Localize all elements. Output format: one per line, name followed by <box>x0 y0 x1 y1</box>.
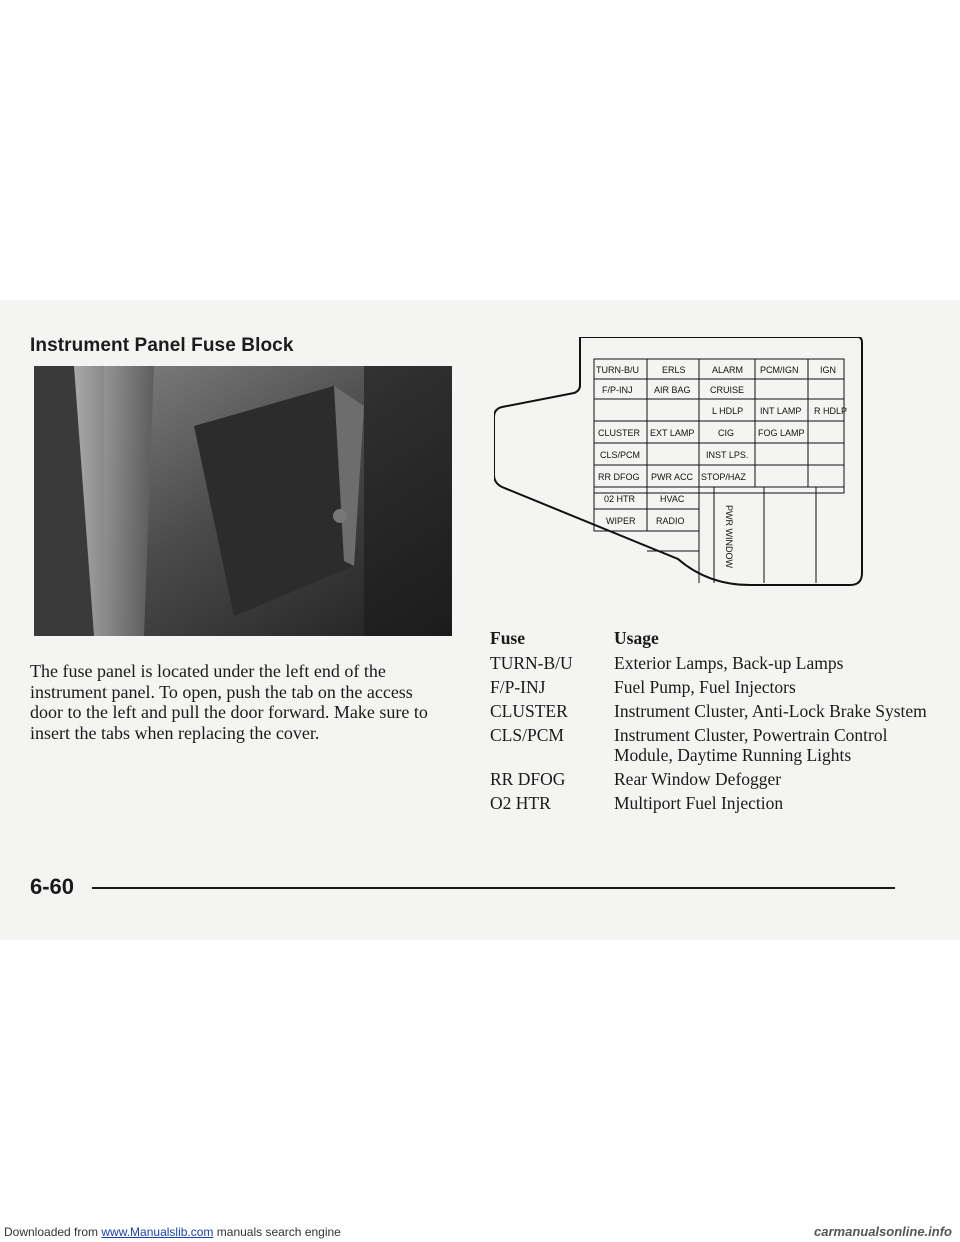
section-title: Instrument Panel Fuse Block <box>30 335 294 356</box>
manualslib-link[interactable]: www.Manualslib.com <box>101 1225 214 1239</box>
header-fuse: Fuse <box>490 628 525 648</box>
fuse-block-diagram <box>494 337 866 595</box>
download-bar <box>0 1222 960 1242</box>
download-suffix: manuals search engine <box>213 1225 341 1239</box>
fuse-panel-photo <box>34 366 452 636</box>
fuse-label-fog-lamp: FOG LAMP <box>758 428 805 438</box>
fuse-label-wiper: WIPER <box>606 516 636 526</box>
fuse-cell: O2 HTR <box>490 793 551 813</box>
table-row <box>490 653 930 677</box>
table-row <box>490 769 930 793</box>
fuse-label-ext-lamp: EXT LAMP <box>650 428 695 438</box>
fuse-label-02-htr: 02 HTR <box>604 494 636 504</box>
fuse-label-cig: CIG <box>718 428 735 438</box>
fuse-label-l-hdlp: L HDLP <box>712 406 744 416</box>
fuse-label-radio: RADIO <box>656 516 685 526</box>
fuse-label-hvac: HVAC <box>660 494 685 504</box>
usage-cell: Instrument Cluster, Anti-Lock Brake System <box>614 701 927 721</box>
fuse-label-ign: IGN <box>820 365 837 375</box>
usage-cell: Multiport Fuel Injection <box>614 793 784 813</box>
fuse-label-int-lamp: INT LAMP <box>760 406 802 416</box>
fuse-usage-table <box>490 628 930 817</box>
table-row <box>490 701 930 725</box>
usage-cell: Exterior Lamps, Back-up Lamps <box>614 653 844 673</box>
fuse-label-inst-lps: INST LPS. <box>706 450 749 460</box>
description-paragraph: The fuse panel is located under the left end of the instrument panel. To open, push the tab on the access door to the left and pull the door forward. Make sure to insert the tabs when replacing the cover. <box>30 661 428 743</box>
fuse-cell: TURN-B/U <box>490 653 573 673</box>
fuse-label-cluster: CLUSTER <box>598 428 641 438</box>
table-row <box>490 677 930 701</box>
fuse-cell: RR DFOG <box>490 769 566 789</box>
fuse-cell: CLS/PCM <box>490 725 564 745</box>
fuse-label-turn-bu: TURN-B/U <box>596 365 639 375</box>
fuse-cell: F/P-INJ <box>490 677 546 697</box>
fuse-label-rr-dfog: RR DFOG <box>598 472 640 482</box>
fuse-label-cls-pcm: CLS/PCM <box>600 450 641 460</box>
fuse-label-cruise: CRUISE <box>710 385 745 395</box>
fuse-label-fp-inj: F/P-INJ <box>602 385 633 395</box>
fuse-label-air-bag: AIR BAG <box>654 385 691 395</box>
usage-cell: Instrument Cluster, Powertrain Control Module, Daytime Running Lights <box>614 725 888 765</box>
usage-cell: Fuel Pump, Fuel Injectors <box>614 677 796 697</box>
fuse-label-r-hdlp: R HDLP <box>814 406 848 416</box>
fuse-cell: CLUSTER <box>490 701 568 721</box>
fuse-label-erls: ERLS <box>662 365 686 375</box>
header-usage: Usage <box>614 628 659 648</box>
fuse-label-alarm: ALARM <box>712 365 744 375</box>
table-row <box>490 725 930 769</box>
page-number: 6-60 <box>30 874 75 899</box>
fuse-label-pwr-acc: PWR ACC <box>651 472 694 482</box>
table-row <box>490 793 930 817</box>
watermark-text: carmanualsonline.info <box>814 1224 952 1239</box>
fuse-label-pcm-ign: PCM/IGN <box>760 365 799 375</box>
fuse-label-stop-haz: STOP/HAZ <box>701 472 746 482</box>
usage-cell: Rear Window Defogger <box>614 769 782 789</box>
fuse-label-pwr-window: PWR WINDOW <box>724 505 734 568</box>
download-prefix: Downloaded from <box>4 1225 102 1239</box>
footer-rule <box>92 887 895 889</box>
download-credit <box>4 1225 341 1239</box>
